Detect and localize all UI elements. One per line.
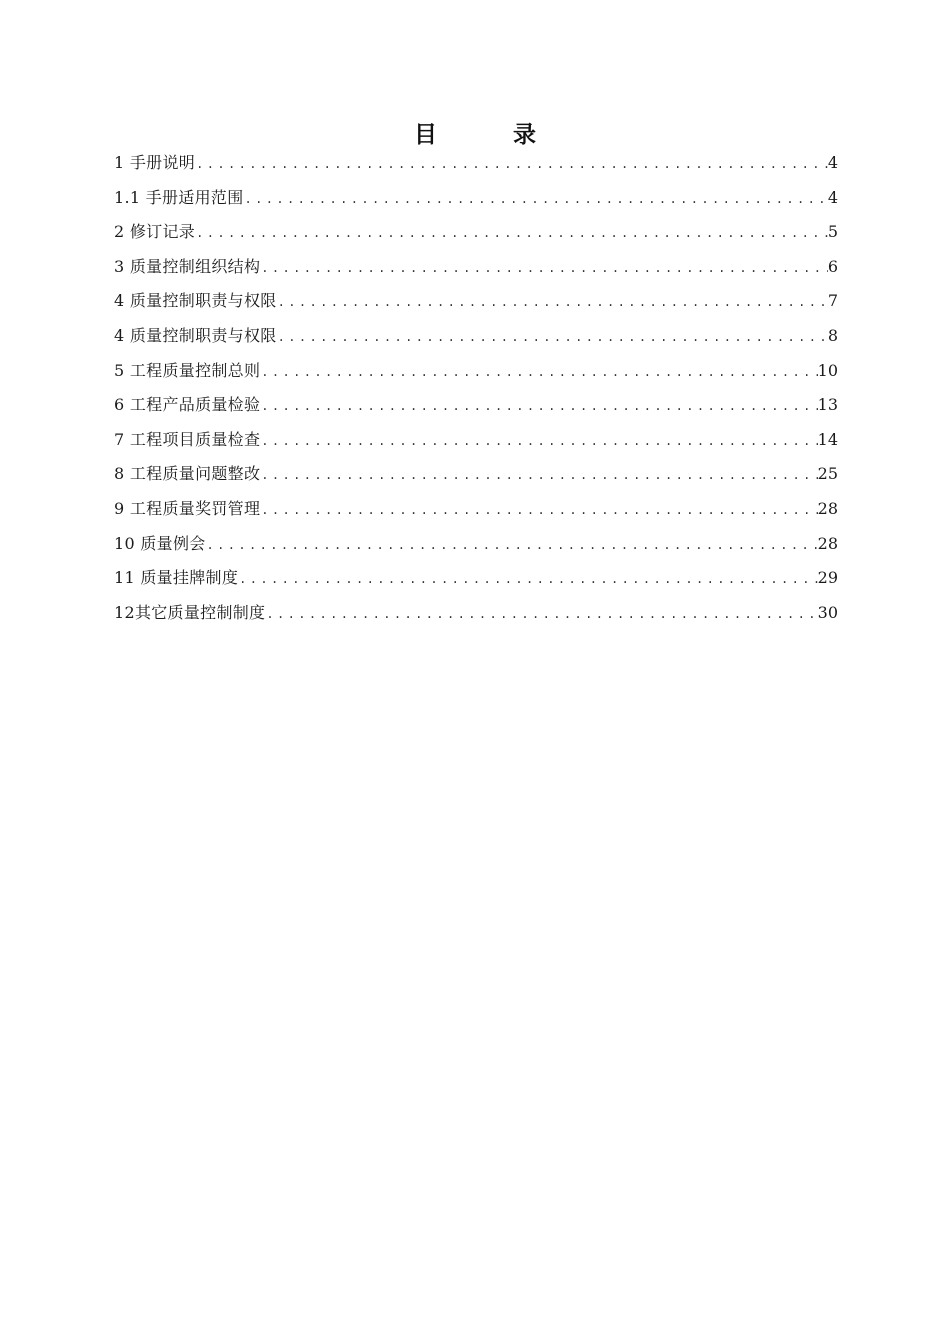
toc-entry-label: 1.1 手册适用范围 bbox=[114, 187, 244, 207]
toc-dot-leader bbox=[265, 597, 817, 632]
toc-entry-label: 8 工程质量问题整改 bbox=[114, 464, 261, 484]
toc-entry-label: 12其它质量控制制度 bbox=[114, 602, 266, 622]
toc-dot-leader bbox=[277, 320, 828, 355]
toc-entry-label: 11 质量挂牌制度 bbox=[114, 568, 239, 588]
toc-entry-label: 5 工程质量控制总则 bbox=[114, 360, 261, 380]
toc-entry[interactable] bbox=[114, 319, 838, 354]
toc-entry-page: 28 bbox=[817, 533, 838, 553]
toc-entry[interactable] bbox=[114, 423, 838, 458]
toc-entry-page: 28 bbox=[817, 498, 838, 518]
toc-dot-leader bbox=[206, 528, 818, 563]
toc-dot-leader bbox=[195, 147, 828, 182]
toc-entry-page: 14 bbox=[817, 429, 838, 449]
toc-entry-page: 29 bbox=[817, 568, 838, 588]
toc-entry-page: 6 bbox=[827, 256, 838, 276]
toc-entry[interactable] bbox=[114, 250, 838, 285]
toc-entry-page: 5 bbox=[827, 222, 838, 242]
toc-entry-label: 4 质量控制职责与权限 bbox=[114, 325, 277, 345]
toc-entry-label: 7 工程项目质量检查 bbox=[114, 429, 261, 449]
toc-entry[interactable] bbox=[114, 457, 838, 492]
toc-entry-label: 1 手册说明 bbox=[114, 153, 196, 172]
toc-entry-page: 8 bbox=[827, 325, 838, 345]
toc-title: 目 录 bbox=[413, 122, 570, 148]
toc-dot-leader bbox=[195, 216, 828, 251]
toc-entry[interactable] bbox=[114, 215, 838, 250]
toc-entry-page: 4 bbox=[827, 153, 838, 172]
toc-entry-page: 25 bbox=[817, 464, 838, 484]
toc-entry[interactable] bbox=[114, 492, 838, 527]
toc-entry-label: 6 工程产品质量检验 bbox=[114, 395, 261, 415]
toc-dot-leader bbox=[238, 562, 817, 597]
toc-dot-leader bbox=[260, 458, 817, 493]
toc-dot-leader bbox=[277, 285, 828, 320]
toc-entry[interactable] bbox=[114, 354, 838, 389]
toc-entry-page: 10 bbox=[817, 360, 838, 380]
toc-dot-leader bbox=[260, 389, 817, 424]
toc-entry[interactable] bbox=[114, 527, 838, 562]
toc-entry-page: 7 bbox=[827, 291, 838, 311]
toc-dot-leader bbox=[244, 182, 828, 217]
toc-dot-leader bbox=[260, 424, 817, 459]
toc-entry[interactable] bbox=[114, 561, 838, 596]
toc-list bbox=[114, 146, 838, 630]
toc-entry-label: 10 质量例会 bbox=[114, 533, 206, 553]
toc-entry-page: 13 bbox=[817, 395, 838, 415]
toc-entry[interactable] bbox=[114, 146, 838, 181]
toc-entry-label: 3 质量控制组织结构 bbox=[114, 256, 261, 276]
toc-dot-leader bbox=[260, 251, 828, 286]
toc-entry[interactable] bbox=[114, 284, 838, 319]
toc-entry-label: 9 工程质量奖罚管理 bbox=[114, 498, 261, 518]
toc-dot-leader bbox=[260, 493, 817, 528]
toc-entry[interactable] bbox=[114, 596, 838, 631]
toc-entry-label: 4 质量控制职责与权限 bbox=[114, 291, 277, 311]
toc-dot-leader bbox=[260, 355, 817, 390]
toc-entry[interactable] bbox=[114, 181, 838, 216]
toc-entry-page: 30 bbox=[817, 602, 838, 622]
toc-entry-page: 4 bbox=[827, 187, 838, 207]
toc-entry-label: 2 修订记录 bbox=[114, 222, 196, 242]
toc-entry[interactable] bbox=[114, 388, 838, 423]
